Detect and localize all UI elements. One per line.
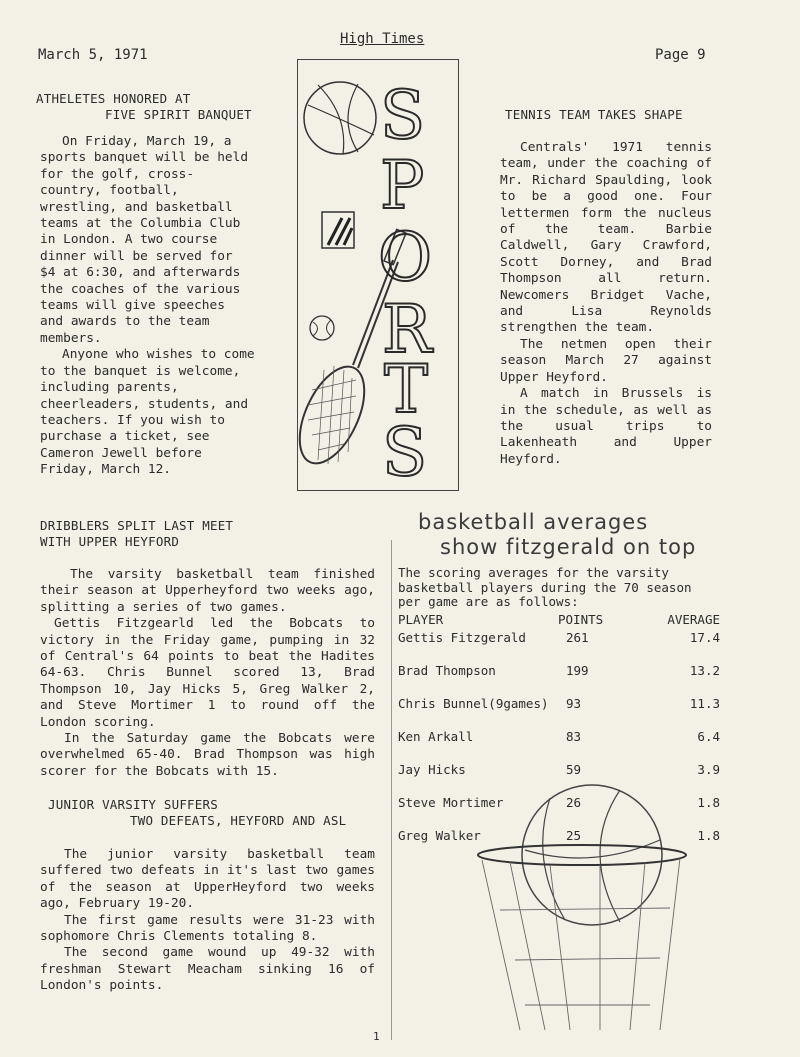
dribblers-paragraph-3: In the Saturday game the Bobcats were overwhelmed 65-40. Brad Thompson was high scorer for the Bobcats with 15. — [40, 731, 375, 779]
table-row — [398, 729, 720, 762]
averages-header-row — [398, 612, 720, 630]
pennant-icon — [322, 212, 354, 248]
player-average: 6.4 — [697, 729, 720, 744]
player-points: 59 — [566, 762, 582, 777]
tennis-paragraph-1: Centrals' 1971 tennis team, under the coaching of Mr. Richard Spaulding, look to be a good one. Four lettermen form the nucleus of the team. Barbie Caldwell, Gary Crawford, Scott Dorney, and Brad Thompson all return. Newcomers Bridget Vache, and Lisa Reynolds strengthen the team. — [500, 140, 712, 336]
player-points: 25 — [566, 828, 582, 843]
tennis-paragraph-2: The netmen open their season March 27 against Upper Heyford. — [500, 336, 712, 385]
player-points: 83 — [566, 729, 582, 744]
table-row — [398, 828, 720, 861]
banquet-paragraph-1: On Friday, March 19, a sports banquet will be held for the golf, cross-country, football, wrestling, and basketball teams at the Columbia Club in London. A two course dinner will be served for $4 at 6:30, and afterwards the coaches of the various teams will give speeches and awards to the team members. — [40, 134, 249, 346]
player-average: 11.3 — [689, 696, 720, 711]
player-points: 26 — [566, 795, 582, 810]
player-name: Greg Walker — [398, 828, 481, 843]
column-header-player: PLAYER — [398, 612, 444, 627]
column-header-points: POINTS — [558, 612, 604, 627]
tennis-paragraph-3: A match in Brussels is in the schedule, as well as the usual trips to Lakenheath and Upper Heyford. — [500, 386, 712, 467]
tennis-headline: TENNIS TEAM TAKES SHAPE — [505, 107, 683, 122]
issue-date: March 5, 1971 — [38, 47, 148, 63]
masthead: High Times — [340, 31, 425, 47]
column-header-average: AVERAGE — [667, 612, 720, 627]
averages-table — [398, 612, 720, 861]
player-average: 1.8 — [697, 795, 720, 810]
jv-paragraph-3: The second game wound up 49-32 with freshman Stewart Meacham sinking 16 of London's points. — [40, 945, 375, 994]
banquet-headline-line1: ATHELETES HONORED AT — [36, 91, 191, 106]
player-average: 17.4 — [689, 630, 720, 645]
jv-paragraph-2: The first game results were 31-23 with sophomore Chris Clements totaling 8. — [40, 912, 375, 945]
column-divider — [391, 540, 392, 1040]
averages-headline-line1: basketball averages — [418, 510, 649, 534]
dribblers-headline-line1: DRIBBLERS SPLIT LAST MEET — [40, 518, 234, 533]
jv-headline-line2: TWO DEFEATS, HEYFORD AND ASL — [130, 813, 347, 828]
page-number: Page 9 — [655, 47, 706, 63]
table-row — [398, 663, 720, 696]
banquet-article — [40, 134, 255, 479]
player-name: Brad Thompson — [398, 663, 496, 678]
table-row — [398, 762, 720, 795]
footer-mark: 1 — [373, 1030, 380, 1043]
banquet-headline-line2: FIVE SPIRIT BANQUET — [105, 107, 252, 122]
sports-illustration — [297, 59, 459, 491]
table-row — [398, 630, 720, 663]
player-name: Steve Mortimer — [398, 795, 504, 810]
sports-letter: O — [378, 219, 433, 296]
averages-headline-line2: show fitzgerald on top — [440, 535, 697, 559]
sports-title-letters — [378, 77, 434, 490]
sports-letter: S — [382, 414, 428, 490]
player-points: 261 — [566, 630, 589, 645]
table-row — [398, 696, 720, 729]
sports-letter: P — [380, 147, 425, 224]
player-points: 93 — [566, 696, 582, 711]
player-name: Chris Bunnel(9games) — [398, 696, 549, 711]
jv-article — [40, 847, 375, 995]
dribblers-article — [40, 567, 375, 780]
tennis-ball-icon — [310, 316, 334, 340]
sports-letter: R — [382, 291, 432, 368]
sports-artwork — [298, 60, 458, 490]
table-row — [398, 795, 720, 828]
dribblers-paragraph-2: Gettis Fitzgearld led the Bobcats to victory in the Friday game, pumping in 32 of Central's 64 points to beat the Hadites 64-63. Chris Bunnel scored 13, Brad Thompson 10, Jay Hicks 5, Greg Walker 2, and Steve Mortimer 1 to round off the London scoring. — [40, 616, 375, 730]
player-average: 13.2 — [689, 663, 720, 678]
player-name: Ken Arkall — [398, 729, 474, 744]
jv-paragraph-1: The junior varsity basketball team suffered two defeats in it's last two games of the season at UpperHeyford two weeks ago, February 19-20. — [40, 847, 375, 912]
banquet-paragraph-2: Anyone who wishes to come to the banquet is welcome, including parents, cheerleaders, students, and teachers. If you wish to purchase a ticket, see Cameron Jewell before Friday, March 12. — [40, 347, 255, 478]
jv-headline-line1: JUNIOR VARSITY SUFFERS — [48, 797, 218, 812]
player-average: 3.9 — [697, 762, 720, 777]
tennis-article — [500, 140, 712, 468]
sports-letter: T — [384, 351, 429, 428]
player-points: 199 — [566, 663, 589, 678]
sports-letter: S — [380, 77, 426, 154]
player-name: Gettis Fitzgerald — [398, 630, 526, 645]
averages-intro: The scoring averages for the varsity basketball players during the 70 season per game are as follows: — [398, 565, 692, 609]
dribblers-headline-line2: WITH UPPER HEYFORD — [40, 534, 180, 549]
player-name: Jay Hicks — [398, 762, 466, 777]
dribblers-paragraph-1: The varsity basketball team finished their season at Upperheyford two weeks ago, splitting a series of two games. — [40, 567, 375, 615]
player-average: 1.8 — [697, 828, 720, 843]
